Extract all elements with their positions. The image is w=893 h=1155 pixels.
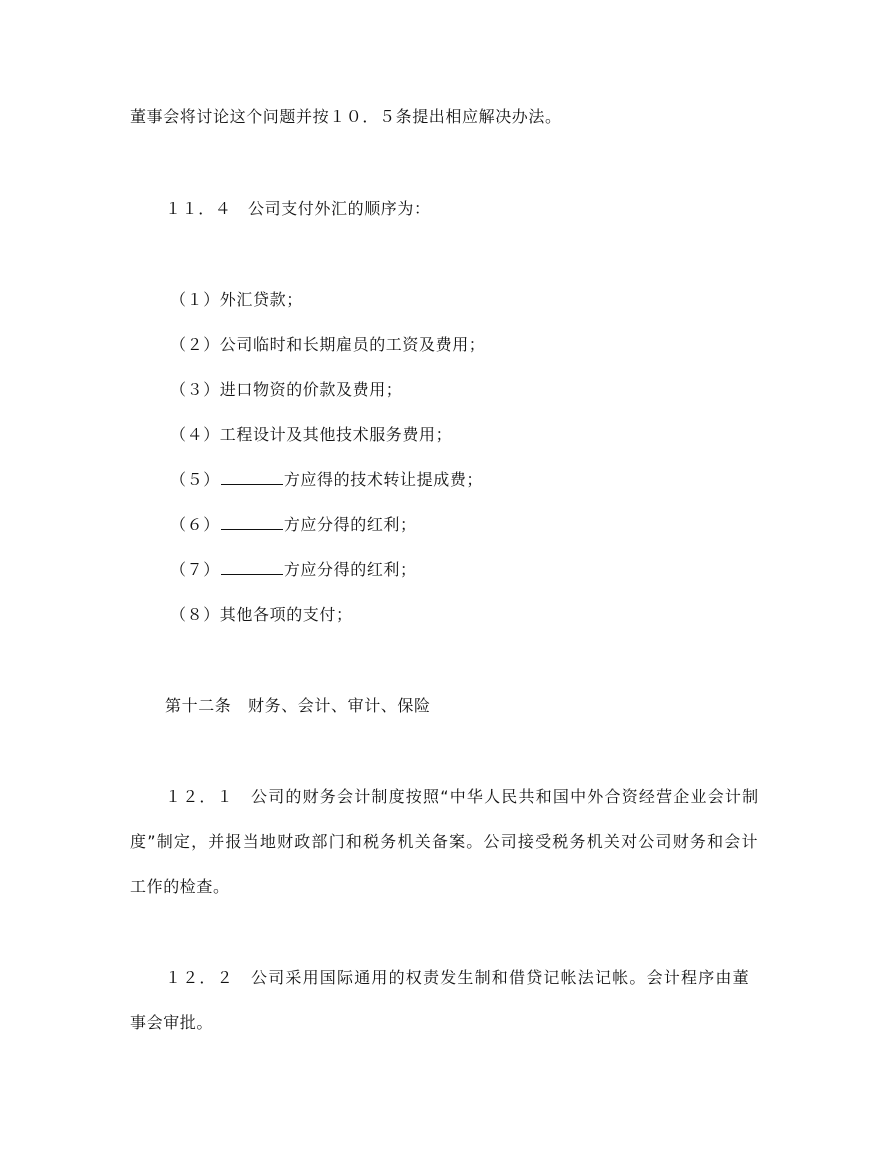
- clause-12-2-line-2: 事会审批。: [130, 1013, 214, 1032]
- list-item-2: （２）公司临时和长期雇员的工资及费用；: [170, 335, 486, 354]
- blank-underline: [221, 515, 283, 530]
- clause-11-4: １１．４ 公司支付外汇的顺序为：: [165, 199, 431, 218]
- list-item-5-prefix: （５）: [170, 470, 220, 489]
- list-item-5-text: 方应得的技术转让提成费；: [283, 470, 484, 489]
- blank-underline: [221, 470, 283, 485]
- clause-12-1-line-3: 工作的检查。: [130, 877, 230, 896]
- section-title: 第十二条 财务、会计、审计、保险: [165, 696, 431, 715]
- clause-12-1-line-1: １２．１ 公司的财务会计制度按照“中华人民共和国中外合资经营企业会计制: [165, 787, 760, 806]
- list-item-8: （８）其他各项的支付；: [170, 605, 353, 624]
- list-item-3: （３）进口物资的价款及费用；: [170, 380, 403, 399]
- clause-12-1-line-2: 度”制定，并报当地财政部门和税务机关备案。公司接受税务机关对公司财务和会计: [130, 832, 759, 851]
- list-item-7: [170, 559, 417, 581]
- paragraph-text: 董事会将讨论这个问题并按１０．５条提出相应解决办法。: [130, 107, 562, 126]
- clause-12-2-line-1: １２．２ 公司采用国际通用的权责发生制和借贷记帐法记帐。会计程序由董: [165, 968, 750, 987]
- list-item-6-text: 方应分得的红利；: [283, 515, 417, 534]
- list-item-6-prefix: （６）: [170, 515, 220, 534]
- list-item-1: （１）外汇贷款；: [170, 290, 303, 309]
- list-item-4: （４）工程设计及其他技术服务费用；: [170, 425, 453, 444]
- blank-underline: [221, 560, 283, 575]
- list-item-7-text: 方应分得的红利；: [283, 560, 417, 579]
- list-item-7-prefix: （７）: [170, 560, 220, 579]
- list-item-5: [170, 469, 483, 491]
- list-item-6: [170, 514, 417, 536]
